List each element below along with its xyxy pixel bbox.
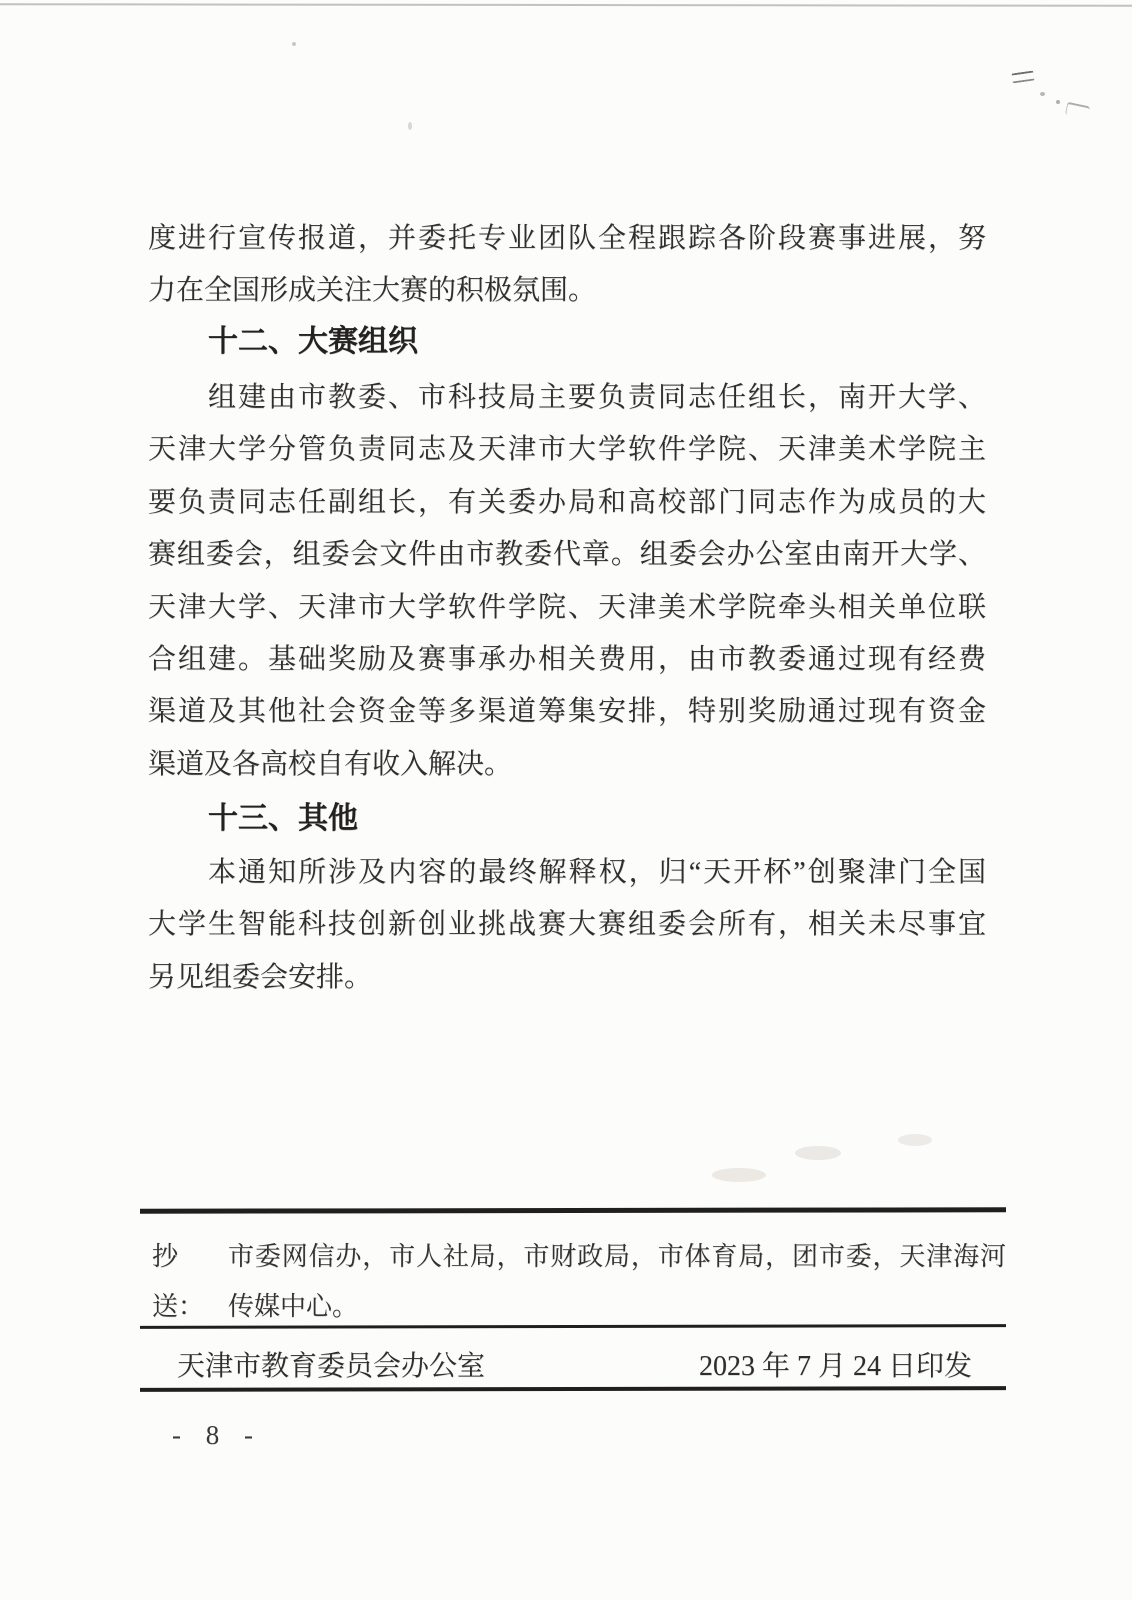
scan-artifact xyxy=(898,1134,932,1146)
body-line: 天津大学、天津市大学软件学院、天津美术学院牵头相关单位联 xyxy=(148,591,986,623)
scan-edge-line xyxy=(0,3,1132,7)
scan-artifact xyxy=(292,42,296,46)
colophon-row xyxy=(148,1346,986,1388)
body-line: 本通知所涉及内容的最终解释权，归“天开杯”创聚津门全国 xyxy=(208,857,986,888)
issuing-office: 天津市教育委员会办公室 xyxy=(177,1351,486,1382)
separator-rule-bottom xyxy=(140,1386,1006,1392)
section-heading-13: 十三、其他 xyxy=(208,802,358,835)
body-line: 组建由市教委、市科技局主要负责同志任组长，南开大学、 xyxy=(208,382,986,413)
scan-artifact xyxy=(1065,102,1090,119)
scan-artifact xyxy=(1056,100,1060,104)
separator-rule-top xyxy=(140,1207,1006,1214)
page-number: - 8 - xyxy=(172,1420,262,1450)
scan-artifact xyxy=(712,1168,766,1182)
body-line: 渠道及各高校自有收入解决。 xyxy=(148,748,513,780)
body-line: 另见组委会安排。 xyxy=(148,961,373,993)
body-line: 渠道及其他社会资金等多渠道筹集安排，特别奖励通过现有资金 xyxy=(148,696,986,728)
scan-artifact xyxy=(1040,92,1045,96)
print-date: 2023 年 7 月 24 日印发 xyxy=(698,1351,972,1382)
body-line: 度进行宣传报道，并委托专业团队全程跟踪各阶段赛事进展，努 xyxy=(148,223,986,254)
cc-line: 传媒中心。 xyxy=(228,1292,359,1321)
body-line: 赛组委会，组委会文件由市教委代章。组委会办公室由南开大学、 xyxy=(148,539,986,571)
body-line: 力在全国形成关注大赛的积极氛围。 xyxy=(148,275,597,307)
section-heading-12: 十二、大赛组织 xyxy=(208,325,418,358)
section-13-paragraph xyxy=(148,847,986,1004)
scan-artifact xyxy=(408,122,412,130)
section-12-paragraph xyxy=(148,372,986,791)
body-line: 合组建。基础奖励及赛事承办相关费用，由市教委通过现有经费 xyxy=(148,643,986,675)
body-line: 要负责同志任副组长，有关委办局和高校部门同志作为成员的大 xyxy=(148,486,986,518)
cc-content xyxy=(228,1232,1006,1332)
cc-label: 抄送： xyxy=(152,1242,205,1321)
scan-artifact xyxy=(1011,71,1034,84)
body-line: 大学生智能科技创新创业挑战赛大赛组委会所有，相关未尽事宜 xyxy=(148,909,986,941)
paragraph-continuation xyxy=(148,213,986,318)
cc-block xyxy=(152,1232,1008,1332)
scan-artifact xyxy=(795,1146,841,1160)
cc-line: 市委网信办，市人社局，市财政局，市体育局，团市委，天津海河 xyxy=(228,1242,1006,1271)
body-line: 天津大学分管负责同志及天津市大学软件学院、天津美术学院主 xyxy=(148,434,986,466)
